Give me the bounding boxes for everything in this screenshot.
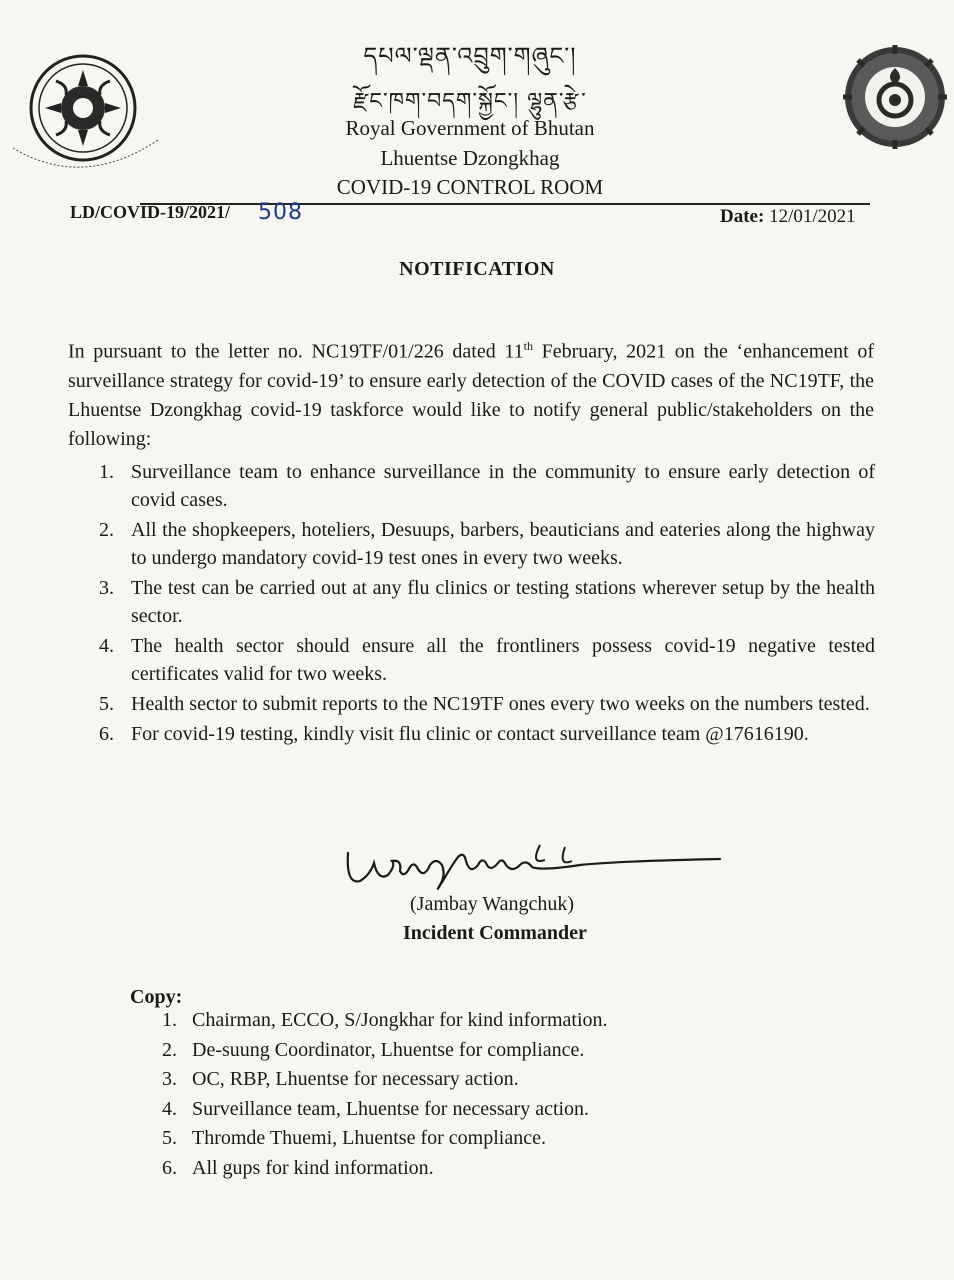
copy-item <box>158 1006 718 1036</box>
copy-item-number: 6. <box>162 1156 177 1179</box>
copy-item <box>158 1095 718 1125</box>
date-value: 12/01/2021 <box>769 206 856 227</box>
reference-handwritten-suffix: 508 <box>258 200 303 225</box>
copy-item-number: 1. <box>162 1009 177 1031</box>
dharma-wheel-icon <box>840 42 950 152</box>
tibetan-heading-line2: རྫོང་ཁག་བདག་སྐྱོང་། ལྷུན་རྩེ་ <box>353 89 587 114</box>
list-item-text: The health sector should ensure all the frontliners possess covid-19 negative tested certificates valid for two weeks. <box>131 635 875 685</box>
signatory-title: Incident Commander <box>403 922 587 944</box>
intro-text-part1: In pursuant to the letter no. NC19TF/01/226 dated 11 <box>68 340 524 363</box>
copy-item-text: De-suung Coordinator, Lhuentse for compliance. <box>192 1038 585 1061</box>
handwritten-signature <box>340 835 730 895</box>
copy-item-number: 2. <box>162 1038 177 1061</box>
copy-item-text: Chairman, ECCO, S/Jongkhar for kind information. <box>192 1009 608 1031</box>
copy-item-number: 4. <box>162 1097 177 1120</box>
list-item-text: For covid-19 testing, kindly visit flu clinic or contact surveillance team @17616190. <box>131 723 809 745</box>
dzongkhag-name: Lhuentse Dzongkhag <box>380 146 560 170</box>
copy-item-text: Thromde Thuemi, Lhuentse for compliance. <box>192 1127 546 1149</box>
copy-item <box>158 1124 718 1154</box>
copy-item <box>158 1065 718 1095</box>
list-item-number: 5. <box>99 693 114 715</box>
list-item-number: 4. <box>99 635 114 657</box>
tibetan-heading-line1: དཔལ་ལྡན་འབྲུག་གཞུང་། <box>363 42 577 70</box>
list-item <box>95 574 875 630</box>
list-item-number: 1. <box>99 461 114 483</box>
list-item-number: 2. <box>99 519 114 541</box>
document-title: NOTIFICATION <box>399 258 555 280</box>
copy-label: Copy: <box>130 986 183 1008</box>
list-item <box>95 458 875 514</box>
bhutan-emblem-icon <box>8 40 168 180</box>
list-item-number: 3. <box>99 577 114 599</box>
copy-item <box>158 1036 718 1066</box>
list-item <box>95 690 875 718</box>
list-item-text: Health sector to submit reports to the NC19TF ones every two weeks on the numbers tested. <box>131 693 870 715</box>
copy-item-text: All gups for kind information. <box>192 1156 434 1179</box>
intro-superscript: th <box>523 339 533 353</box>
intro-paragraph <box>68 332 874 454</box>
reference-number: LD/COVID-19/2021/ <box>70 202 231 222</box>
list-item <box>95 516 875 572</box>
control-room-name: COVID-19 CONTROL ROOM <box>336 175 604 199</box>
list-item-text: All the shopkeepers, hoteliers, Desuups, barbers, beauticians and eateries along the highway to undergo mandatory covid-19 test ones in every two weeks. <box>131 519 875 569</box>
list-item <box>95 720 875 748</box>
date-label: Date: <box>720 206 765 227</box>
govt-name: Royal Government of Bhutan <box>345 116 595 140</box>
header-divider <box>140 203 870 205</box>
copy-item-number: 5. <box>162 1127 177 1149</box>
copy-item <box>158 1154 718 1184</box>
copy-item-number: 3. <box>162 1068 177 1090</box>
list-item <box>95 632 875 688</box>
list-item-text: The test can be carried out at any flu clinics or testing stations wherever setup by the health sector. <box>131 577 875 627</box>
intro-text-part2: February, 2021 on the ‘enhancement of surveillance strategy for covid-19’ to ensure early detection of the COVID cases of the NC19TF, the Lhuentse Dzongkhag covid-19 taskforce would like to notify general public/stakeholders on the following: <box>68 340 874 450</box>
copy-list <box>158 1006 718 1183</box>
notification-items <box>95 458 875 750</box>
copy-item-text: OC, RBP, Lhuentse for necessary action. <box>192 1068 519 1090</box>
list-item-text: Surveillance team to enhance surveillance in the community to ensure early detection of covid cases. <box>131 461 875 511</box>
list-item-number: 6. <box>99 723 114 745</box>
signatory-name: (Jambay Wangchuk) <box>410 893 575 915</box>
copy-item-text: Surveillance team, Lhuentse for necessary action. <box>192 1097 590 1120</box>
document-date <box>720 206 856 228</box>
